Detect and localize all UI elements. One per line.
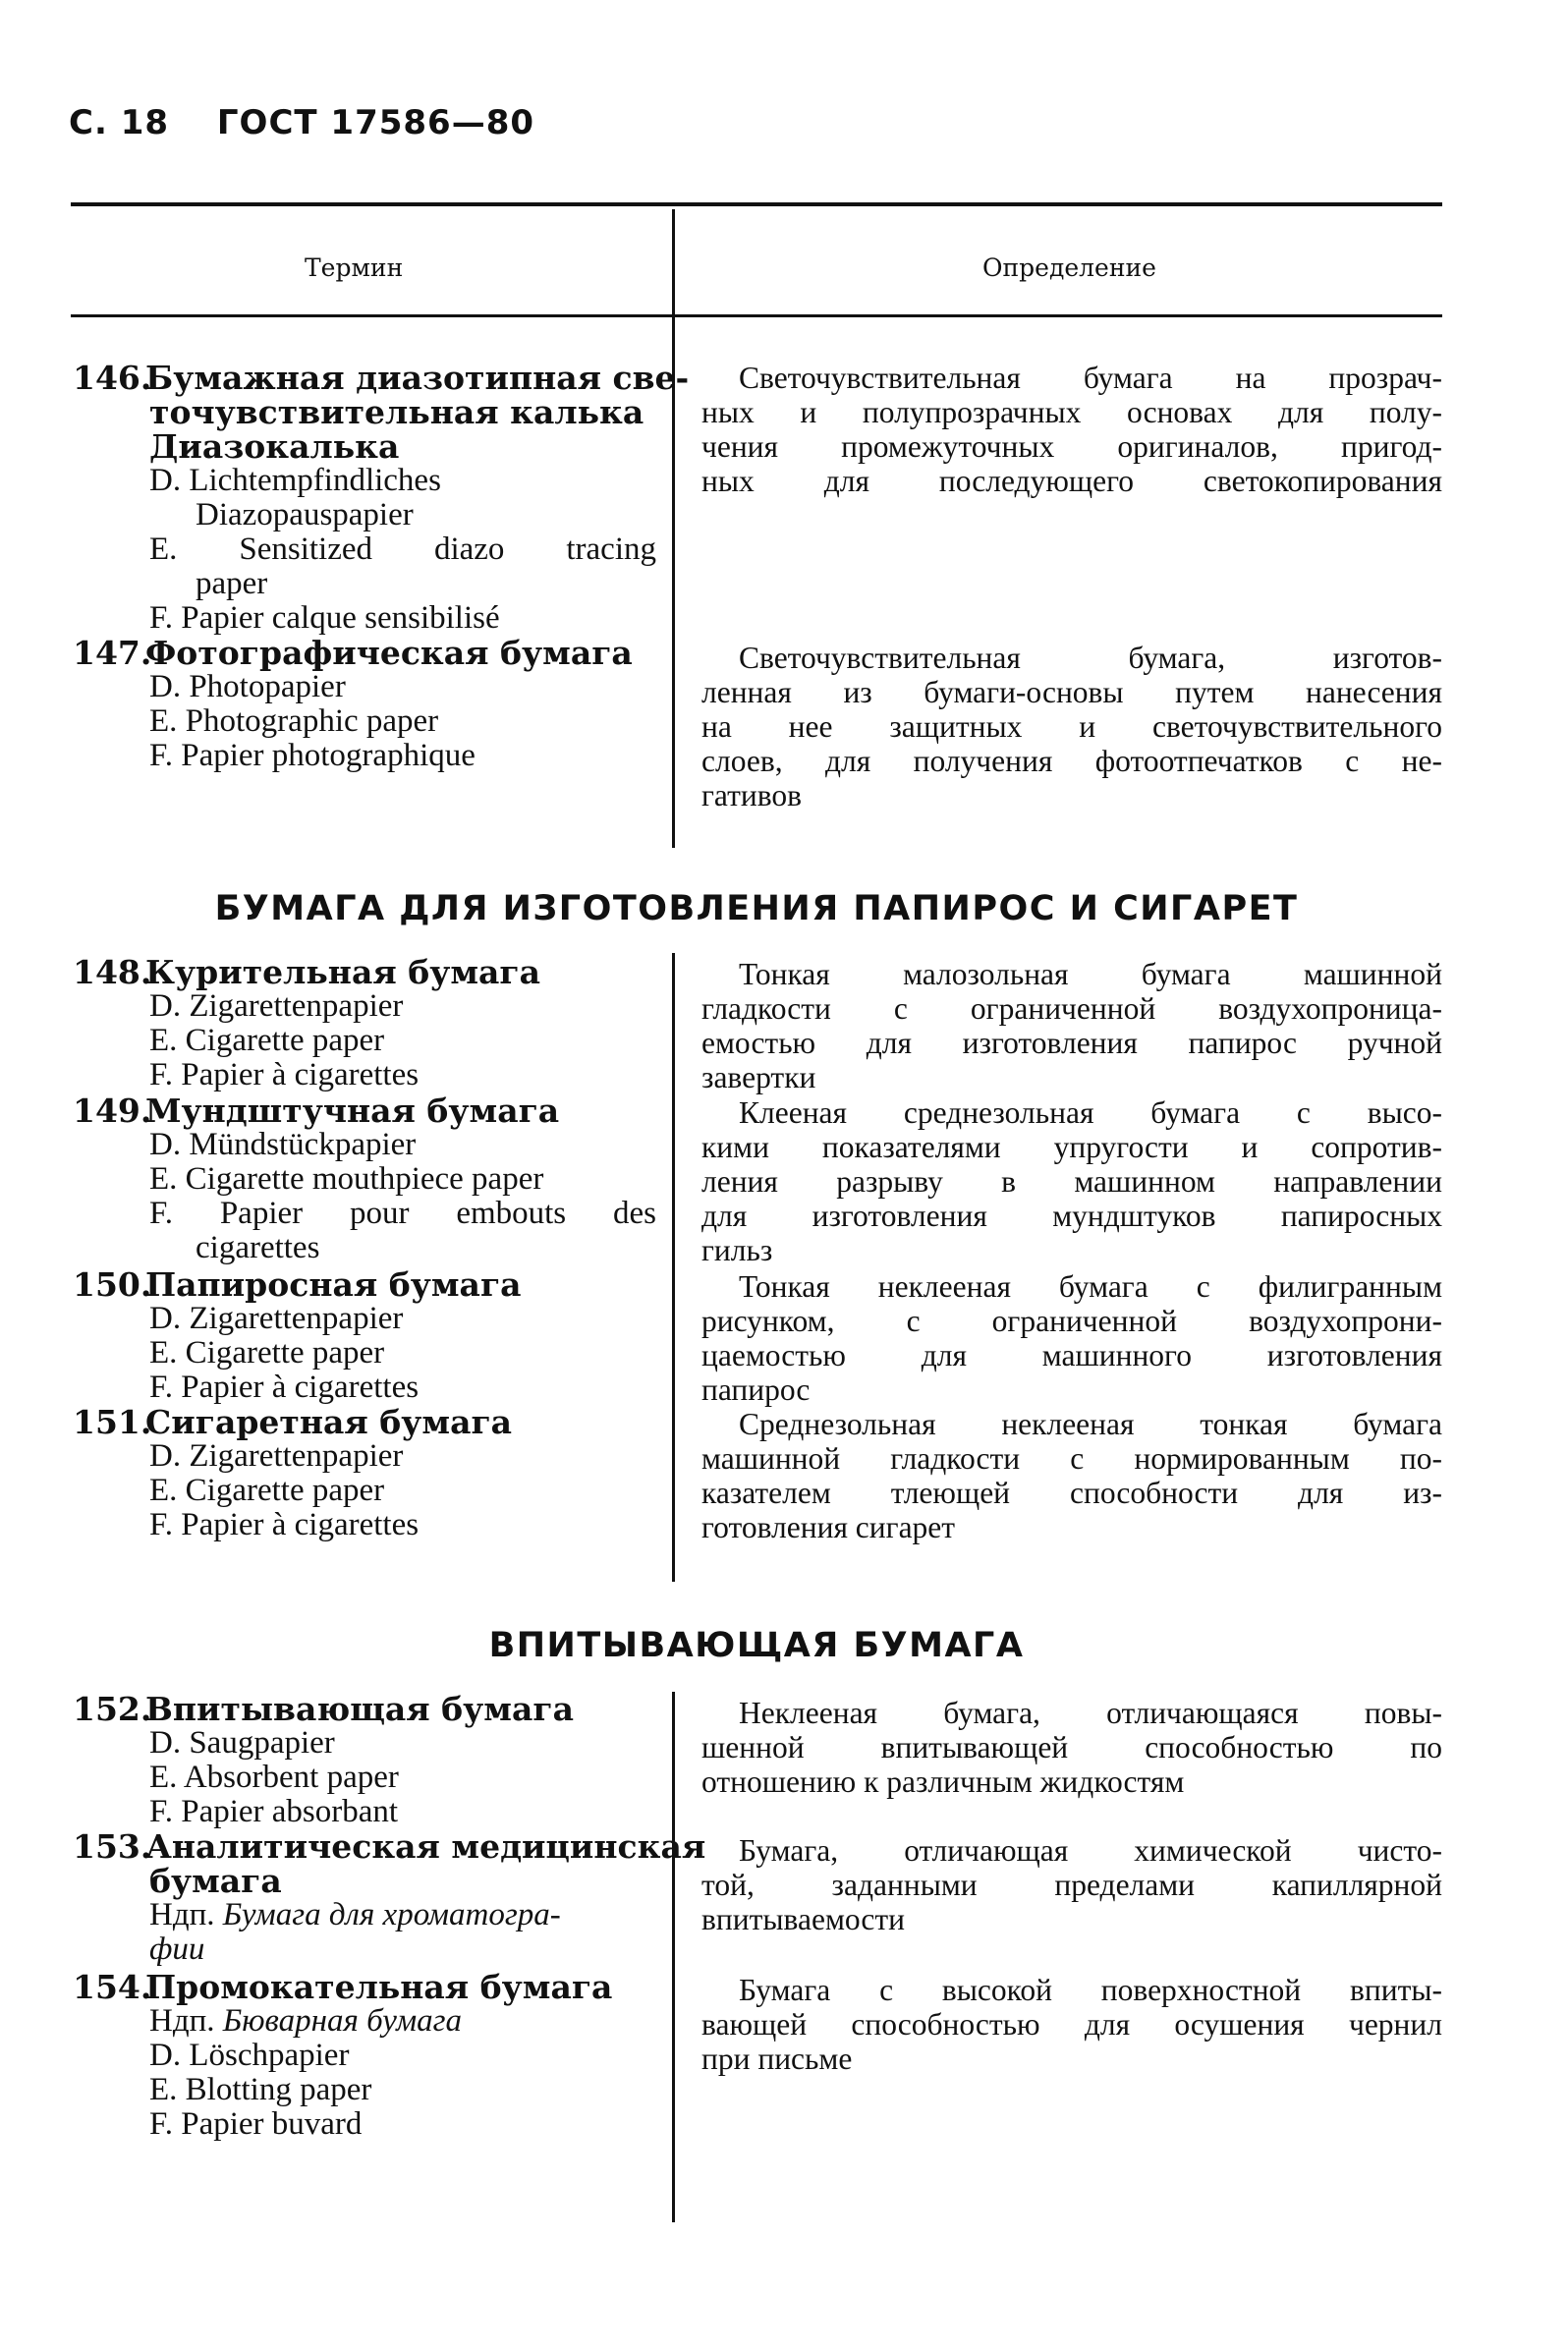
term-french: F. Papier à cigarettes — [149, 1507, 420, 1542]
definition-line: Тонкая неклееная бумага с филигранным — [739, 1269, 1442, 1304]
term-entry-149 — [73, 1093, 656, 1265]
column-divider — [672, 1692, 675, 2222]
top-rule — [71, 202, 1442, 206]
term-english: E. Cigarette paper — [149, 1023, 385, 1058]
term-title: Фотографическая бумага — [145, 634, 633, 672]
definition-148 — [701, 957, 1442, 1094]
term-french: F. Papier absorbant — [149, 1794, 399, 1829]
deprecated-term: Бюварная бумага — [222, 2003, 463, 2039]
definition-line: кими показателями упругости и сопротив- — [701, 1130, 1442, 1164]
column-divider — [672, 209, 675, 848]
term-entry-151 — [73, 1405, 656, 1542]
standard-id: ГОСТ 17586—80 — [216, 103, 535, 142]
term-entry-152 — [73, 1692, 656, 1829]
term-german: D. Lichtempfindliches — [149, 463, 441, 498]
definition-line: цаемостью для машинного изготовления — [701, 1338, 1442, 1372]
ndp-label: Ндп. — [149, 2003, 215, 2039]
term-title: Бумажная диазотипная све- — [145, 359, 690, 397]
entry-number: 150. — [73, 1265, 152, 1304]
term-synonym: Диазокалька — [149, 427, 400, 466]
page-number: С. 18 — [69, 103, 170, 142]
column-header-definition: Определение — [982, 253, 1156, 282]
term-title: Курительная бумага — [145, 953, 540, 991]
term-title: Впитывающая бумага — [145, 1690, 574, 1728]
definition-152 — [701, 1696, 1442, 1799]
entry-number: 151. — [73, 1403, 152, 1441]
deprecated-term: Бумага для хроматогра- — [222, 1897, 561, 1932]
definition-line: при письме — [701, 2042, 853, 2076]
term-english: E. Photographic paper — [149, 703, 439, 739]
term-english: E. Cigarette mouthpiece paper — [149, 1161, 544, 1197]
entry-number: 149. — [73, 1092, 152, 1130]
entry-number: 153. — [73, 1827, 152, 1866]
definition-line: слоев, для получения фотоотпечатков с не- — [701, 744, 1442, 778]
section-heading: ВПИТЫВАЮЩАЯ БУМАГА — [488, 1626, 1025, 1665]
term-german: D. Löschpapier — [149, 2038, 350, 2073]
entry-number: 146. — [73, 359, 152, 397]
term-title: бумага — [149, 1862, 282, 1900]
definition-line: чения промежуточных оригиналов, пригод- — [701, 429, 1442, 464]
column-divider — [672, 953, 675, 1582]
term-german: D. Photopapier — [149, 669, 346, 704]
header-rule — [71, 314, 1442, 317]
term-title: Аналитическая медицинская — [145, 1827, 706, 1866]
definition-line: ления разрыву в машинном направлении — [701, 1164, 1442, 1199]
definition-line: гладкости с ограниченной воздухопроница- — [701, 991, 1442, 1026]
term-english: E. Absorbent paper — [149, 1760, 399, 1795]
definition-line: вающей способностью для осушения чернил — [701, 2007, 1442, 2042]
definition-line: Клееная среднезольная бумага с высо- — [739, 1095, 1442, 1130]
section-heading: БУМАГА ДЛЯ ИЗГОТОВЛЕНИЯ ПАПИРОС И СИГАРЕТ — [214, 889, 1299, 928]
definition-line: шенной впитывающей способностью по — [701, 1730, 1442, 1764]
term-title: Сигаретная бумага — [145, 1403, 513, 1441]
entry-number: 148. — [73, 953, 152, 991]
term-entry-147 — [73, 636, 656, 773]
definition-line: рисунком, с ограниченной воздухопрони- — [701, 1304, 1442, 1338]
definition-line: для изготовления мундштуков папиросных — [701, 1199, 1442, 1233]
definition-150 — [701, 1269, 1442, 1407]
definition-line: папирос — [701, 1372, 811, 1407]
term-german: D. Zigarettenpapier — [149, 1301, 404, 1336]
definition-line: гильз — [701, 1233, 773, 1267]
entry-number: 147. — [73, 634, 152, 672]
definition-line: отношению к различным жидкостям — [701, 1764, 1185, 1799]
definition-147 — [701, 641, 1442, 812]
term-french: cigarettes — [196, 1230, 320, 1265]
term-entry-154 — [73, 1970, 656, 2142]
term-english: E. Sensitized diazo tracing — [149, 532, 656, 567]
term-german: D. Mündstückpapier — [149, 1127, 417, 1162]
term-entry-148 — [73, 955, 656, 1092]
term-title: точувствительная калька — [149, 393, 644, 431]
definition-line: емостью для изготовления папирос ручной — [701, 1026, 1442, 1060]
definition-line: ных для последующего светокопирования — [701, 464, 1442, 498]
definition-line: Бумага с высокой поверхностной впиты- — [739, 1973, 1442, 2007]
definition-line: машинной гладкости с нормированным по- — [701, 1441, 1442, 1476]
definition-line: завертки — [701, 1060, 816, 1094]
definition-146 — [701, 361, 1442, 498]
definition-line: Светочувствительная бумага, изготов- — [739, 641, 1442, 675]
term-english: E. Blotting paper — [149, 2072, 372, 2107]
entry-number: 152. — [73, 1690, 152, 1728]
term-title: Папиросная бумага — [145, 1265, 522, 1304]
term-french: F. Papier pour embouts des — [149, 1196, 656, 1231]
term-german: D. Zigarettenpapier — [149, 1438, 404, 1474]
term-entry-153 — [73, 1827, 706, 1967]
definition-153 — [701, 1833, 1442, 1936]
term-french: F. Papier à cigarettes — [149, 1057, 420, 1092]
page-header — [69, 103, 570, 142]
entry-number: 154. — [73, 1968, 152, 2006]
definition-line: готовления сигарет — [701, 1510, 956, 1544]
definition-line: казателем тлеющей способности для из- — [701, 1476, 1442, 1510]
term-german: D. Saugpapier — [149, 1725, 335, 1761]
term-french: F. Papier à cigarettes — [149, 1370, 420, 1405]
term-english: E. Cigarette paper — [149, 1473, 385, 1508]
term-german: Diazopauspapier — [196, 497, 414, 532]
definition-line: Светочувствительная бумага на прозрач- — [739, 361, 1442, 395]
term-english: E. Cigarette paper — [149, 1335, 385, 1371]
term-french: F. Papier buvard — [149, 2106, 363, 2142]
column-header-term: Термин — [305, 253, 404, 282]
term-title: Мундштучная бумага — [145, 1092, 560, 1130]
term-title: Промокательная бумага — [145, 1968, 613, 2006]
term-entry-150 — [73, 1267, 656, 1405]
term-german: D. Zigarettenpapier — [149, 988, 404, 1024]
definition-149 — [701, 1095, 1442, 1267]
term-french: F. Papier photographique — [149, 738, 476, 773]
definition-line: Бумага, отличающая химической чисто- — [739, 1833, 1442, 1868]
definition-line: на нее защитных и светочувствительного — [701, 709, 1442, 744]
term-english: paper — [196, 566, 268, 601]
ndp-label: Ндп. — [149, 1897, 215, 1932]
definition-line: той, заданными пределами капиллярной — [701, 1868, 1442, 1902]
definition-151 — [701, 1407, 1442, 1544]
definition-line: впитываемости — [701, 1902, 906, 1936]
deprecated-term: фии — [149, 1931, 205, 1967]
definition-line: Тонкая малозольная бумага машинной — [739, 957, 1442, 991]
definition-line: Неклееная бумага, отличающаяся повы- — [739, 1696, 1442, 1730]
definition-line: ленная из бумаги-основы путем нанесения — [701, 675, 1442, 709]
term-entry-146 — [73, 359, 690, 636]
definition-line: Среднезольная неклееная тонкая бумага — [739, 1407, 1442, 1441]
definition-line: ных и полупрозрачных основах для полу- — [701, 395, 1442, 429]
definition-154 — [701, 1973, 1442, 2076]
term-french: F. Papier calque sensibilisé — [149, 600, 500, 636]
definition-line: гативов — [701, 778, 802, 812]
